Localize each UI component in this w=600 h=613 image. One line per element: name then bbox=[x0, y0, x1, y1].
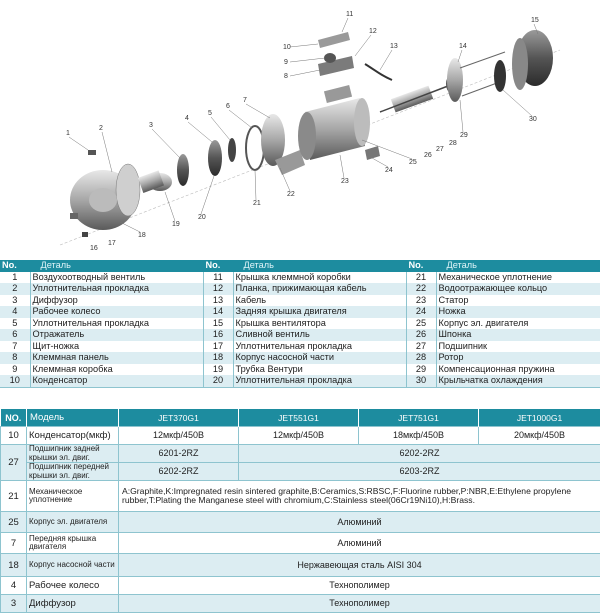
header-part: Деталь bbox=[30, 260, 203, 272]
callout-17: 17 bbox=[108, 240, 116, 247]
part-name: Планка, прижимающая кабель bbox=[233, 283, 406, 295]
callout-20: 20 bbox=[198, 214, 206, 221]
callout-28: 28 bbox=[449, 140, 457, 147]
callout-11: 11 bbox=[346, 11, 353, 18]
cable-part bbox=[365, 64, 392, 80]
part-number: 5 bbox=[0, 318, 30, 330]
part-number: 9 bbox=[0, 364, 30, 376]
part-number: 29 bbox=[406, 364, 436, 376]
spec-label: Диффузор bbox=[27, 595, 119, 613]
rear-cover-part bbox=[447, 58, 463, 102]
callout-4: 4 bbox=[185, 115, 189, 122]
part-number: 26 bbox=[406, 329, 436, 341]
callout-30: 30 bbox=[529, 116, 537, 123]
part-name: Подшипник bbox=[436, 341, 600, 353]
parts-row bbox=[0, 352, 600, 364]
callout-5: 5 bbox=[208, 110, 212, 117]
spec-label: Подшипник передней крышки эл. двиг. bbox=[27, 463, 119, 481]
spec-table bbox=[0, 409, 600, 613]
header-part: Деталь bbox=[436, 260, 600, 272]
part-number: 28 bbox=[406, 352, 436, 364]
callout-9: 9 bbox=[284, 59, 288, 66]
motor-front-shield-part bbox=[261, 114, 305, 175]
rotor-part bbox=[380, 86, 448, 113]
part-name: Рабочее колесо bbox=[30, 306, 203, 318]
part-number: 27 bbox=[406, 341, 436, 353]
part-number: 20 bbox=[203, 375, 233, 387]
parts-row bbox=[0, 375, 600, 387]
spec-value: 6202-2RZ bbox=[239, 445, 600, 463]
header-no: No. bbox=[406, 260, 436, 272]
part-name: Ротор bbox=[436, 352, 600, 364]
spec-no: 3 bbox=[1, 595, 27, 613]
part-name: Водоотражающее кольцо bbox=[436, 283, 600, 295]
spec-table-header bbox=[1, 409, 600, 427]
header-no: No. bbox=[0, 260, 30, 272]
callout-27: 27 bbox=[436, 146, 444, 153]
spec-row-impeller bbox=[1, 577, 600, 595]
part-number: 7 bbox=[0, 341, 30, 353]
part-number: 21 bbox=[406, 272, 436, 284]
spec-label: Корпус эл. двигателя bbox=[27, 512, 119, 533]
callout-18: 18 bbox=[138, 232, 146, 239]
part-name: Уплотнительная прокладка bbox=[233, 375, 406, 387]
part-number: 15 bbox=[203, 318, 233, 330]
parts-row bbox=[0, 295, 600, 307]
spec-no: 21 bbox=[1, 481, 27, 512]
part-name: Компенсационная пружина bbox=[436, 364, 600, 376]
callout-21: 21 bbox=[253, 200, 261, 207]
part-name: Трубка Вентури bbox=[233, 364, 406, 376]
part-name: Воздухоотводный вентиль bbox=[30, 272, 203, 284]
part-name: Механическое уплотнение bbox=[436, 272, 600, 284]
callout-19: 19 bbox=[172, 221, 180, 228]
part-number: 13 bbox=[203, 295, 233, 307]
part-number: 22 bbox=[406, 283, 436, 295]
parts-row bbox=[0, 364, 600, 376]
spec-row-capacitor bbox=[1, 427, 600, 445]
parts-row bbox=[0, 272, 600, 284]
model-name: JET751G1 bbox=[359, 409, 479, 427]
part-number: 30 bbox=[406, 375, 436, 387]
spec-value: 12мкф/450В bbox=[119, 427, 239, 445]
spec-no: 25 bbox=[1, 512, 27, 533]
callout-2: 2 bbox=[99, 125, 103, 132]
part-name: Уплотнительная прокладка bbox=[233, 341, 406, 353]
spec-value: 6201-2RZ bbox=[119, 445, 239, 463]
spec-no: 4 bbox=[1, 577, 27, 595]
header-part: Деталь bbox=[233, 260, 406, 272]
part-name: Диффузор bbox=[30, 295, 203, 307]
spec-value: Нержавеющая сталь AISI 304 bbox=[119, 554, 600, 577]
spec-no: 10 bbox=[1, 427, 27, 445]
model-name: JET551G1 bbox=[239, 409, 359, 427]
part-name: Клеммная панель bbox=[30, 352, 203, 364]
part-number: 16 bbox=[203, 329, 233, 341]
spec-value: Технополимер bbox=[119, 595, 600, 613]
spec-no: 7 bbox=[1, 533, 27, 554]
fan-cover-part bbox=[512, 30, 553, 90]
spec-header-model: Модель bbox=[27, 409, 119, 427]
callout-14: 14 bbox=[459, 43, 467, 50]
part-name: Уплотнительная прокладка bbox=[30, 283, 203, 295]
parts-row bbox=[0, 306, 600, 318]
callout-13: 13 bbox=[390, 43, 398, 50]
spec-value: A:Graphite,K:Impregnated resin sintered graphite,B:Ceramics,S:RBSC,F:Fluorine rubber,P:NBR,E:Ethylene propylene rubber,T:Plating the Manganese steel with chromium,C:Stainless steel(06Cr19Ni10),H:Brass. bbox=[119, 481, 600, 512]
air-valve-part bbox=[88, 150, 96, 155]
venturi-tube-part bbox=[138, 170, 172, 193]
spec-label: Корпус насосной части bbox=[27, 554, 119, 577]
part-number: 19 bbox=[203, 364, 233, 376]
callout-6: 6 bbox=[226, 103, 230, 110]
model-name: JET370G1 bbox=[119, 409, 239, 427]
callout-24: 24 bbox=[385, 167, 393, 174]
spec-value: 20мкф/450В bbox=[479, 427, 600, 445]
spec-row-rear-bearing bbox=[1, 445, 600, 463]
spec-row-front-bearing bbox=[1, 463, 600, 481]
part-name: Клеммная коробка bbox=[30, 364, 203, 376]
part-name: Задняя крышка двигателя bbox=[233, 306, 406, 318]
part-number: 4 bbox=[0, 306, 30, 318]
spec-row-seal bbox=[1, 481, 600, 512]
part-number: 1 bbox=[0, 272, 30, 284]
part-name: Кабель bbox=[233, 295, 406, 307]
part-number: 10 bbox=[0, 375, 30, 387]
diffuser-part bbox=[177, 154, 189, 186]
part-name: Крышка клеммной коробки bbox=[233, 272, 406, 284]
spec-value: 18мкф/450В bbox=[359, 427, 479, 445]
part-name: Статор bbox=[436, 295, 600, 307]
impeller-part bbox=[208, 140, 222, 176]
part-number: 11 bbox=[203, 272, 233, 284]
part-number: 18 bbox=[203, 352, 233, 364]
spec-row-motor-body bbox=[1, 512, 600, 533]
part-number: 24 bbox=[406, 306, 436, 318]
spec-value: Технополимер bbox=[119, 577, 600, 595]
part-name: Шпонка bbox=[436, 329, 600, 341]
spec-no: 27 bbox=[1, 445, 27, 481]
part-number: 12 bbox=[203, 283, 233, 295]
part-number: 14 bbox=[203, 306, 233, 318]
part-name: Ножка bbox=[436, 306, 600, 318]
exploded-pump-diagram bbox=[0, 0, 600, 258]
callout-7: 7 bbox=[243, 97, 247, 104]
drain-valve-part bbox=[70, 213, 78, 219]
callout-29: 29 bbox=[460, 132, 468, 139]
spec-row-front-cover bbox=[1, 533, 600, 554]
part-name: Корпус насосной части bbox=[233, 352, 406, 364]
motor-body-part bbox=[298, 85, 370, 160]
spec-label: Передняя крышка двигателя bbox=[27, 533, 119, 554]
foot-part bbox=[365, 146, 380, 160]
callout-16: 16 bbox=[90, 245, 98, 252]
spec-row-pump-body bbox=[1, 554, 600, 577]
cooling-fan-part bbox=[494, 60, 506, 92]
callout-12: 12 bbox=[369, 28, 377, 35]
parts-table bbox=[0, 260, 600, 388]
spec-value: 12мкф/450В bbox=[239, 427, 359, 445]
header-no: No. bbox=[203, 260, 233, 272]
callout-22: 22 bbox=[287, 191, 295, 198]
part-number: 23 bbox=[406, 295, 436, 307]
part-number: 25 bbox=[406, 318, 436, 330]
spec-label: Подшипник задней крышки эл. двиг. bbox=[27, 445, 119, 463]
parts-row bbox=[0, 329, 600, 341]
callout-15: 15 bbox=[531, 17, 539, 24]
part-name: Сливной вентиль bbox=[233, 329, 406, 341]
gasket-ring-part bbox=[246, 126, 264, 170]
pump-body-part bbox=[70, 164, 140, 230]
parts-row bbox=[0, 341, 600, 353]
callout-10: 10 bbox=[283, 44, 291, 51]
part-name: Уплотнительная прокладка bbox=[30, 318, 203, 330]
part-name: Крышка вентилятора bbox=[233, 318, 406, 330]
parts-row bbox=[0, 283, 600, 295]
part-name: Щит-ножка bbox=[30, 341, 203, 353]
spec-value: Алюминий bbox=[119, 533, 600, 554]
spec-value: Алюминий bbox=[119, 512, 600, 533]
seal-ring-part bbox=[228, 138, 236, 162]
part-number: 3 bbox=[0, 295, 30, 307]
callout-8: 8 bbox=[284, 73, 288, 80]
spec-header-no: NO. bbox=[1, 409, 27, 427]
callout-1: 1 bbox=[66, 130, 70, 137]
part-number: 6 bbox=[0, 329, 30, 341]
part-number: 2 bbox=[0, 283, 30, 295]
terminal-box-part bbox=[318, 32, 354, 76]
part-name: Крыльчатка охлаждения bbox=[436, 375, 600, 387]
gasket-part bbox=[82, 232, 88, 237]
callout-26: 26 bbox=[424, 152, 432, 159]
part-number: 17 bbox=[203, 341, 233, 353]
spec-label: Механическое уплотнение bbox=[27, 481, 119, 512]
spec-no: 18 bbox=[1, 554, 27, 577]
spec-value: 6202-2RZ bbox=[119, 463, 239, 481]
part-number: 8 bbox=[0, 352, 30, 364]
callout-23: 23 bbox=[341, 178, 349, 185]
callout-25: 25 bbox=[409, 159, 417, 166]
parts-table-header bbox=[0, 260, 600, 272]
parts-row bbox=[0, 318, 600, 330]
part-name: Конденсатор bbox=[30, 375, 203, 387]
spec-row-diffuser bbox=[1, 595, 600, 613]
spec-label: Конденсатор(мкф) bbox=[27, 427, 119, 445]
model-name: JET1000G1 bbox=[479, 409, 600, 427]
spec-value: 6203-2RZ bbox=[239, 463, 600, 481]
spec-label: Рабочее колесо bbox=[27, 577, 119, 595]
part-name: Отражатель bbox=[30, 329, 203, 341]
part-name: Корпус эл. двигателя bbox=[436, 318, 600, 330]
callout-3: 3 bbox=[149, 122, 153, 129]
